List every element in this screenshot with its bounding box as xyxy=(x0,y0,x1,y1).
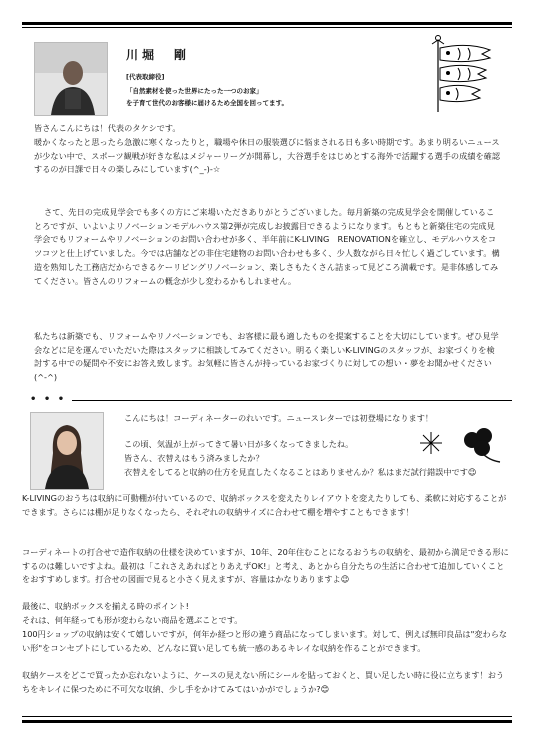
top-rule xyxy=(22,22,512,25)
coordinator-text: この頃、気温が上がってきて暑い日が多くなってきましたね。 xyxy=(124,439,354,449)
koinobori-icon xyxy=(418,32,510,114)
top-rule-thin xyxy=(22,27,512,28)
bottom-rule xyxy=(22,720,512,723)
ceo-photo xyxy=(34,42,108,116)
greeting-paragraph: 暖かくなったと思ったら急激に寒くなったりと，職場や休日の服装選びに悩まされる日も多い時期です。あまり明るいニュースが少ない中で、スポーツ観戦が好きな私はメジャーリーグが開幕し，大谷選手をはじめとする海外で活躍する選手の成績を確認するのが日課で日々の楽しみにしています(^_-)-☆ xyxy=(34,137,501,175)
section-divider-dots: • • • xyxy=(30,394,67,405)
coordinator-intro: こんにちは！コーディネーターのれいです。ニュースレターでは初登場になります！ xyxy=(124,413,434,423)
coordinator-body: K-LIVINGのおうちは収納に可動棚が付いているので、収納ボックスを変えたりレイアウトを変えたりしても、柔軟に対応することができます。さらには棚が足りなくなったら、それぞれの収納サイズに合わせて棚を増やすこともできます！ xyxy=(22,493,507,517)
greeting-paragraph: さて、先日の完成見学会でも多くの方にご来場いただきありがとうございました。毎月新築の完成見学会を開催していることろですが、いよいよリノベーションモデルハウス第2弾が完成しお披露目できるようになります。もともと新築住宅の完成見学会でもリフォームやリノベーションのお問い合わせが多く、半年前にK-LIVING RENOVATIONを確立し、モデルハウスをコツコツと仕上げていました。今では店舗などの非住宅建物のお問い合わせも多く、少人数ながら日々忙しく過ごしています。構造を熟知した工務店だからできるケーリビングリノベーション、楽しさもたくさん詰まって見どころ満載です。是非体感してみてください。皆さんのリフォームの概念が少し変わるかもしれません。 xyxy=(34,207,500,286)
clover-icon xyxy=(456,426,506,466)
bottom-rule-thin xyxy=(22,716,512,717)
coordinator-body: それは、何年経っても形が変わらない商品を選ぶことです。 xyxy=(22,615,243,625)
greeting-paragraph: 皆さんこんにちは！代表のタケシです。 xyxy=(34,123,181,133)
ceo-name: 川堀 剛 xyxy=(126,48,191,62)
ceo-tagline-2: を子育て世代のお客様に届けるため全国を回ってます。 xyxy=(126,99,288,107)
coordinator-body: コーディネートの打合せで造作収納の仕様を決めていますが、10年、20年住むことになるおうちの収納を、最初から満足できる形にするのは難しいですよね。最初は「これさえあればとりあえずOK!」と考え、あとから自分たちの生活に合わせて追加していくことをおすすめします。打合せの図面で見ると小さく見えますが、容量はかなりありますよ😉 xyxy=(22,547,509,585)
coordinator-body: 最後に、収納ボックスを揃える時のポイント! xyxy=(22,601,189,611)
coordinator-photo xyxy=(30,412,104,490)
sparkle-icon xyxy=(418,430,444,456)
coordinator-body: 収納ケースをどこで買ったか忘れないように、ケースの見えない所にシールを貼っておくと、買い足したい時に役に立ちます！おうちをキレイに保つために不可欠な収納、少し手をかけてみてはいかがでしょうか?😊 xyxy=(22,670,505,694)
ceo-tagline: 「自然素材を使った世界にたった一つのお家」 xyxy=(126,87,263,95)
coordinator-body: 100円ショップの収納は安くて嬉しいですが，何年か経つと形の違う商品になってしまいます。対して、例えば無印良品は"変わらない形"をコンセプトにしているため、どんなに買い足しても統一感のあるキレイな収納を作ることができます。 xyxy=(22,629,508,653)
section-divider-line xyxy=(72,400,512,401)
ceo-role: [代表取締役] xyxy=(126,73,165,81)
coordinator-text: 衣替えをしてると収納の仕方を見直したくなることはありませんか？私はまだ試行錯誤中です😉 xyxy=(124,467,477,477)
coordinator-text: 皆さん、衣替えはもう済みましたか？ xyxy=(124,453,264,463)
greeting-paragraph: 私たちは新築でも、リフォームやリノベーションでも、お客様に最も適したものを提案することを大切にしています。ぜひ見学会などに足を運んでいただいた際はスタッフに相談してみてください。明るく楽しいK-LIVINGのスタッフが、お家づくりを検討する中での疑問や不安にお答え致します。お気軽に皆さんが持っているお家づくりに対しての想い・夢をお聞かせください (^-^) xyxy=(34,331,499,383)
